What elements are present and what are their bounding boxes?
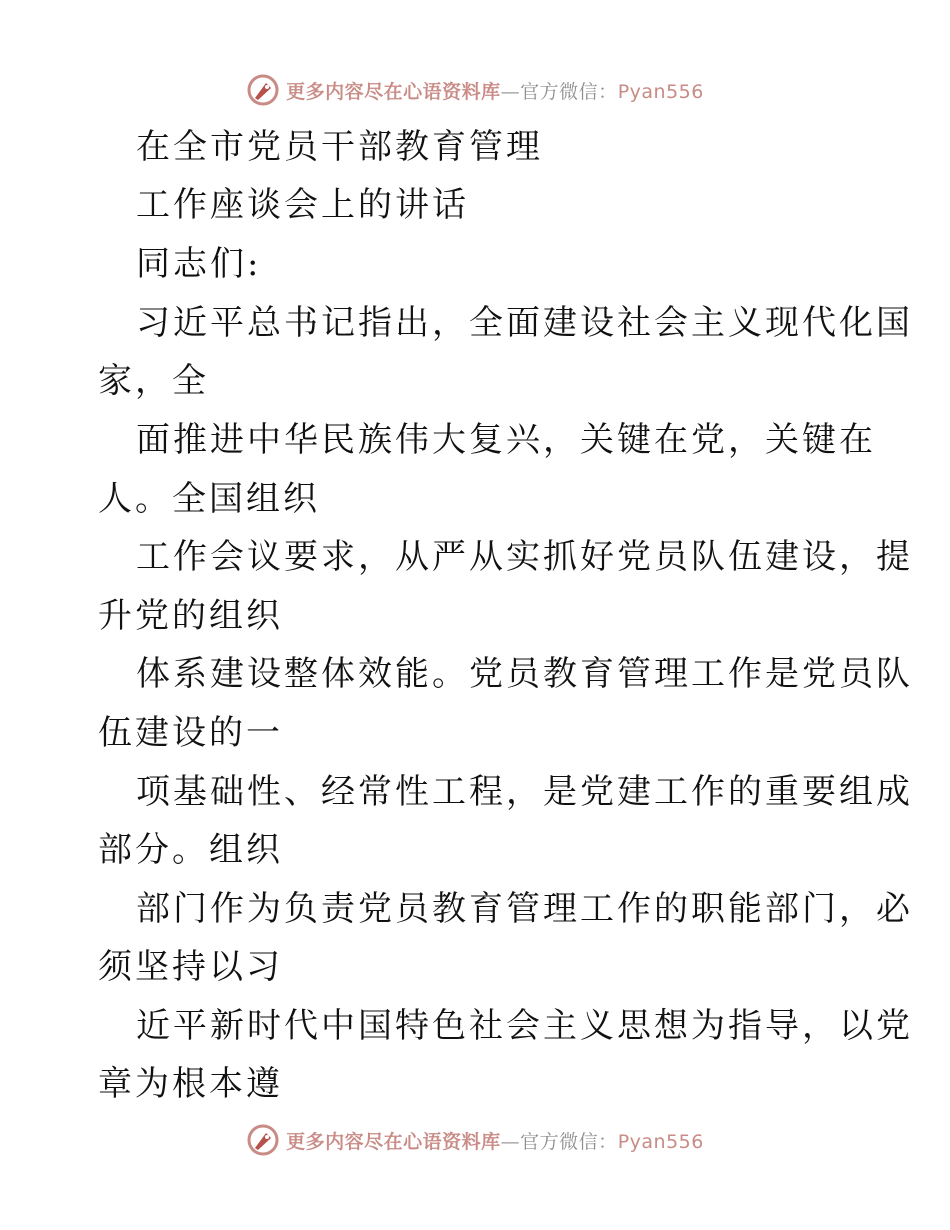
paragraph-line: 工作会议要求，从严从实抓好党员队伍建设，提 (136, 537, 913, 577)
paragraph-line: 升党的组织 (98, 596, 283, 636)
watermark-wechat-id: Pyan556 (617, 1130, 704, 1153)
paragraph-line: 部门作为负责党员教育管理工作的职能部门，必 (136, 889, 913, 929)
title-line-2: 工作座谈会上的讲话 (136, 185, 469, 225)
paragraph-line: 人。全国组织 (98, 479, 320, 519)
header-watermark (0, 70, 950, 110)
paragraph-line: 伍建设的一 (98, 713, 283, 753)
paragraph-line: 近平新时代中国特色社会主义思想为指导，以党 (136, 1006, 913, 1046)
title-line-1: 在全市党员干部教育管理 (136, 127, 543, 167)
watermark-text (286, 1127, 704, 1154)
paragraph-line: 章为根本遵 (98, 1064, 283, 1104)
watermark-separator: — (500, 80, 521, 103)
watermark-separator: — (500, 1130, 521, 1153)
watermark-wechat-label: 官方微信： (520, 80, 618, 103)
watermark-brand: 更多内容尽在心语资料库 (286, 80, 501, 103)
footer-watermark (0, 1120, 950, 1160)
paragraph-line: 须坚持以习 (98, 947, 283, 987)
paragraph-line: 体系建设整体效能。党员教育管理工作是党员队 (136, 654, 913, 694)
pen-nib-logo-icon (246, 73, 280, 107)
watermark-wechat-id: Pyan556 (617, 80, 704, 103)
watermark-wechat-label: 官方微信： (520, 1130, 618, 1153)
paragraph-line: 项基础性、经常性工程，是党建工作的重要组成 (136, 772, 913, 812)
paragraph-line: 部分。组织 (98, 830, 283, 870)
paragraph-line: 家，全 (98, 361, 209, 401)
watermark-text (286, 77, 704, 104)
watermark-brand: 更多内容尽在心语资料库 (286, 1130, 501, 1153)
paragraph-line: 面推进中华民族伟大复兴，关键在党，关键在 (136, 420, 876, 460)
pen-nib-logo-icon (246, 1123, 280, 1157)
paragraph-line: 习近平总书记指出，全面建设社会主义现代化国 (136, 303, 913, 343)
salutation: 同志们: (136, 244, 262, 284)
